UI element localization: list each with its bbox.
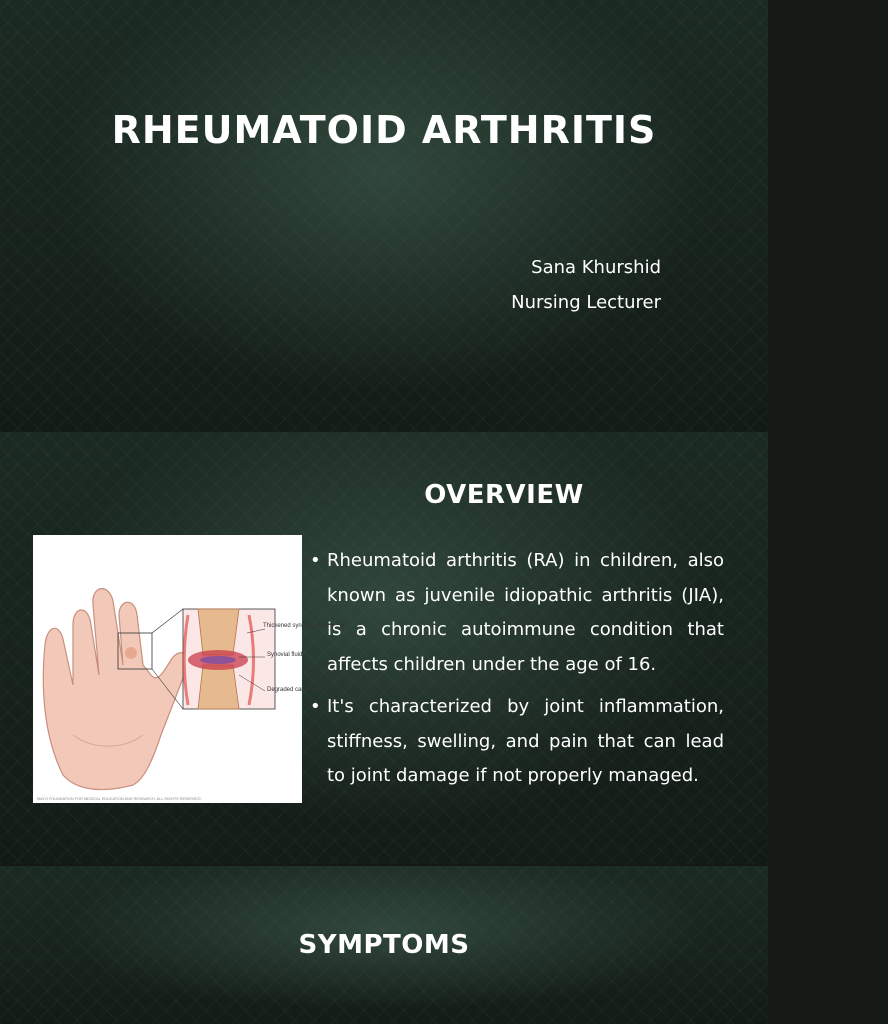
- figure-label: Synovial fluid: [267, 652, 303, 658]
- slide-title: [0, 0, 768, 432]
- overview-bullets: [310, 544, 724, 802]
- bullet-text: Rheumatoid arthritis (RA) in children, also known as juvenile idiopathic arthritis (JIA), is a chronic autoimmune condition that affects children under the age of 16.: [327, 550, 724, 675]
- slide-overview: [0, 432, 768, 864]
- overview-heading: OVERVIEW: [424, 480, 584, 510]
- bullet-item: [310, 544, 724, 682]
- bullet-dot: •: [310, 550, 321, 571]
- symptoms-heading: SYMPTOMS: [298, 930, 470, 960]
- slide-symptoms: [0, 866, 768, 1024]
- figure-label: Thickened synovial membrane: [263, 623, 345, 629]
- hand-joint-diagram: [33, 535, 302, 803]
- hand-arthritis-illustration: [33, 535, 345, 803]
- author-role: Nursing Lecturer: [511, 292, 661, 313]
- bullet-text: It's characterized by joint inflammation, stiffness, swelling, and pain that can lead to joint damage if not properly managed.: [327, 696, 724, 786]
- bullet-dot: •: [310, 696, 321, 717]
- figure-label: Degraded cartilage: [267, 687, 318, 693]
- figure-caption: MAYO FOUNDATION FOR MEDICAL EDUCATION AND RESEARCH. ALL RIGHTS RESERVED.: [37, 797, 202, 801]
- presentation-title: RHEUMATOID ARTHRITIS: [111, 108, 657, 152]
- author-name: Sana Khurshid: [531, 257, 661, 278]
- bullet-item: [310, 690, 724, 794]
